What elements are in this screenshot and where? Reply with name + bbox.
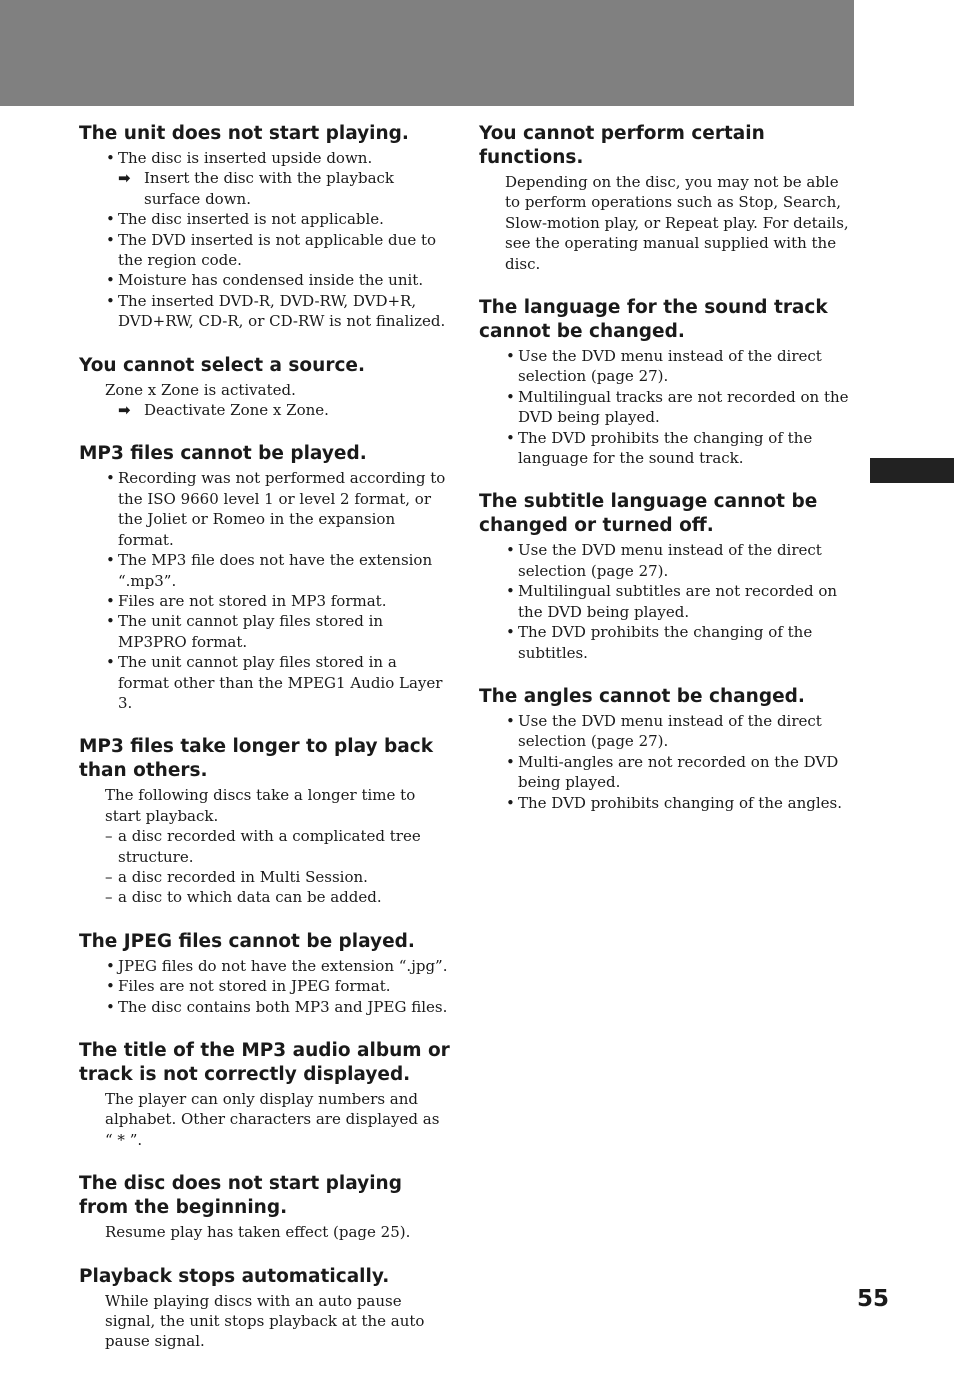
list-item: • The unit cannot play files stored in a format other than the MPEG1 Audio Layer 3.: [79, 652, 451, 713]
section-paragraph: Depending on the disc, you may not be able to perform operations such as Stop, Search, Slow-motion play, or Repeat play. For details, see the operating manual supplied with the disc.: [505, 173, 849, 273]
list-item: • The DVD prohibits changing of the angles.: [479, 793, 855, 813]
bullet-list: [479, 540, 855, 662]
section-heading: The language for the sound track cannot be changed.: [479, 297, 828, 343]
section-heading: The angles cannot be changed.: [479, 685, 805, 707]
header-band: [0, 0, 854, 106]
section-heading: The JPEG files cannot be played.: [79, 930, 415, 952]
remedy: ➡ Insert the disc with the playback surface down.: [118, 169, 395, 208]
section-paragraph: The player can only display numbers and alphabet. Other characters are displayed as “ * ”.: [105, 1090, 440, 1149]
list-item: • The unit cannot play files stored in MP3PRO format.: [79, 611, 451, 652]
list-item: – a disc recorded with a complicated tree structure.: [79, 826, 451, 867]
section-heading: You cannot perform certain functions.: [479, 123, 765, 168]
list-item: • Use the DVD menu instead of the direct selection (page 27).: [479, 711, 855, 752]
section-heading: The title of the MP3 audio album or track is not correctly displayed.: [79, 1040, 450, 1085]
section-sound-track-language: [479, 296, 855, 468]
list-item: • Multi-angles are not recorded on the DVD being played.: [479, 752, 855, 793]
list-item: • The disc inserted is not applicable.: [79, 209, 451, 229]
list-item: • Multilingual tracks are not recorded on the DVD being played.: [479, 387, 855, 428]
section-mp3-longer: [79, 735, 451, 907]
section-cannot-select-source: [79, 354, 451, 421]
list-item: • Use the DVD menu instead of the direct selection (page 27).: [479, 540, 855, 581]
list-item: • Files are not stored in JPEG format.: [79, 976, 451, 996]
section-heading: You cannot select a source.: [79, 354, 365, 376]
section-jpeg-cannot-play: [79, 930, 451, 1017]
section-paragraph: Resume play has taken effect (page 25).: [105, 1223, 411, 1242]
dash-list: [79, 826, 451, 908]
section-paragraph: Zone x Zone is activated.: [105, 380, 296, 399]
list-item: • Moisture has condensed inside the unit.: [79, 270, 451, 290]
section-disc-not-from-beginning: [79, 1172, 451, 1242]
list-item: • Files are not stored in MP3 format.: [79, 591, 451, 611]
section-tab-marker: [870, 458, 954, 483]
section-angles: [479, 685, 855, 813]
list-item: • The DVD prohibits the changing of the subtitles.: [479, 622, 855, 663]
right-column: [479, 122, 855, 835]
section-heading: The unit does not start playing.: [79, 123, 409, 144]
list-item: • The DVD prohibits the changing of the language for the sound track.: [479, 428, 855, 469]
list-item: – a disc recorded in Multi Session.: [79, 867, 451, 887]
left-column: [79, 122, 451, 1374]
bullet-list: [79, 468, 451, 713]
arrow-right-icon: ➡: [118, 169, 131, 188]
bullet-list: [479, 711, 855, 813]
list-item: • Multilingual subtitles are not recorded on the DVD being played.: [479, 581, 855, 622]
page-number: 55: [857, 1286, 890, 1312]
remedy: ➡ Deactivate Zone x Zone.: [118, 401, 329, 420]
list-item: • Recording was not performed according to the ISO 9660 level 1 or level 2 format, or the Joliet or Romeo in the expansion format.: [79, 468, 451, 550]
list-item: • JPEG files do not have the extension “.jpg”.: [79, 956, 451, 976]
section-mp3-cannot-play: [79, 442, 451, 713]
section-mp3-title-display: [79, 1039, 451, 1150]
section-cannot-perform-functions: [479, 122, 855, 274]
section-heading: Playback stops automatically.: [79, 1265, 390, 1287]
bullet-list: [479, 346, 855, 468]
section-heading: The disc does not start playing from the beginning.: [79, 1173, 402, 1219]
arrow-right-icon: ➡: [118, 401, 131, 420]
section-playback-stops: [79, 1265, 451, 1352]
bullet-list: [79, 956, 451, 1017]
bullet-list: [79, 148, 451, 168]
list-item: • The inserted DVD-R, DVD-RW, DVD+R, DVD+RW, CD-R, or CD-RW is not finalized.: [79, 291, 451, 332]
list-item: – a disc to which data can be added.: [79, 887, 451, 907]
list-item: • Use the DVD menu instead of the direct selection (page 27).: [479, 346, 855, 387]
section-heading: MP3 files take longer to play back than others.: [79, 736, 434, 782]
section-paragraph: The following discs take a longer time to start playback.: [105, 786, 416, 825]
list-item: • The disc contains both MP3 and JPEG files.: [79, 997, 451, 1017]
section-heading: The subtitle language cannot be changed or turned off.: [479, 491, 818, 537]
list-item: • The MP3 file does not have the extension “.mp3”.: [79, 550, 451, 591]
section-unit-not-playing: [79, 122, 451, 332]
list-item: • The disc is inserted upside down.: [79, 148, 451, 168]
bullet-list: [79, 209, 451, 331]
list-item: • The DVD inserted is not applicable due to the region code.: [79, 230, 451, 271]
section-paragraph: While playing discs with an auto pause signal, the unit stops playback at the auto pause signal.: [105, 1291, 425, 1351]
section-heading: MP3 files cannot be played.: [79, 443, 367, 465]
section-subtitle-language: [479, 490, 855, 662]
